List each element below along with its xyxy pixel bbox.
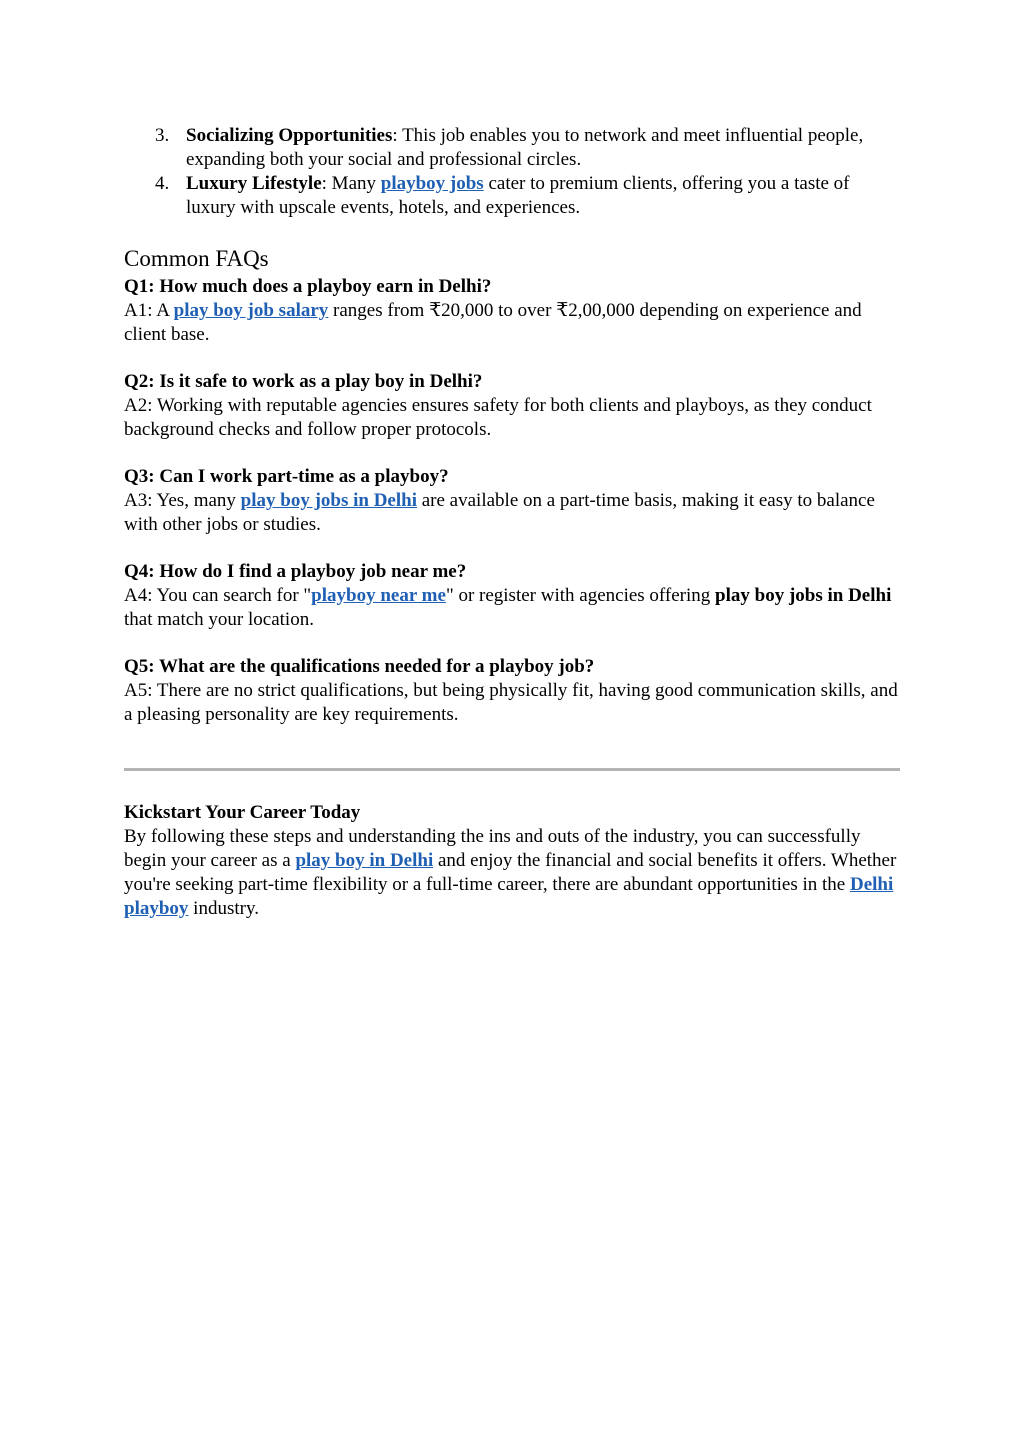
faq-answer: [124, 584, 900, 632]
faq-answer-text: A4: You can search for ": [124, 585, 312, 606]
kickstart-paragraph: [124, 825, 900, 921]
faq-question: Q2: Is it safe to work as a play boy in Delhi?: [124, 371, 483, 392]
faq-answer-text: ranges from ₹20,000 to over ₹2,00,000 depending on experience and client base.: [124, 300, 862, 345]
benefits-list: [124, 124, 900, 220]
list-item-luxury: [124, 172, 900, 220]
play-boy-job-salary-link[interactable]: play boy job salary: [173, 300, 329, 321]
list-number: 3.: [155, 125, 170, 146]
list-item-text: cater to premium clients, offering you a taste of luxury with upscale events, hotels, and experiences.: [186, 173, 850, 218]
faq-answer-text: are available on a part-time basis, making it easy to balance with other jobs or studies.: [124, 490, 875, 535]
faq-answer: A2: Working with reputable agencies ensures safety for both clients and playboys, as they conduct background checks and follow proper protocols.: [124, 395, 872, 440]
list-item-title: Luxury Lifestyle: [186, 173, 322, 194]
faq-question: Q4: How do I find a playboy job near me?: [124, 561, 467, 582]
faq-item-4: [124, 560, 900, 632]
list-item-text: : Many: [321, 173, 381, 194]
faq-item-2: [124, 370, 900, 442]
list-item-text: : This job enables you to network and meet influential people, expanding both your social and professional circles.: [186, 125, 864, 170]
faqs-heading: Common FAQs: [124, 246, 269, 271]
faq-answer: [124, 489, 900, 537]
play-boy-in-delhi-link[interactable]: play boy in Delhi: [295, 850, 434, 871]
faq-answer-text: that match your location.: [124, 609, 314, 630]
faq-item-5: [124, 655, 900, 727]
paragraph-text: and enjoy the financial and social benefits it offers. Whether you're seeking part-time flexibility or a full-time career, there are abundant opportunities in the: [124, 850, 897, 895]
list-number: 4.: [155, 173, 170, 194]
kickstart-section: [124, 801, 900, 921]
faq-question: Q3: Can I work part-time as a playboy?: [124, 466, 449, 487]
faq-answer: A5: There are no strict qualifications, but being physically fit, having good communication skills, and a pleasing personality are key requirements.: [124, 680, 898, 725]
faq-question: Q5: What are the qualifications needed for a playboy job?: [124, 656, 595, 677]
list-item-title: Socializing Opportunities: [186, 125, 393, 146]
paragraph-text: By following these steps and understanding the ins and outs of the industry, you can successfully begin your career as a: [124, 826, 861, 871]
playboy-near-me-link[interactable]: playboy near me: [311, 585, 446, 606]
faq-answer: [124, 299, 900, 347]
paragraph-text: industry.: [188, 898, 259, 919]
faq-item-3: [124, 465, 900, 537]
faq-answer-text: " or register with agencies offering: [445, 585, 716, 606]
kickstart-heading: Kickstart Your Career Today: [124, 802, 361, 823]
delhi-playboy-link[interactable]: Delhi playboy: [124, 874, 894, 919]
playboy-jobs-link[interactable]: playboy jobs: [380, 173, 484, 194]
document-page: [124, 124, 900, 921]
faq-question: Q1: How much does a playboy earn in Delhi?: [124, 276, 492, 297]
play-boy-jobs-in-delhi-link[interactable]: play boy jobs in Delhi: [240, 490, 417, 511]
faq-answer-text: A3: Yes, many: [124, 490, 241, 511]
horizontal-divider: [124, 768, 900, 771]
faq-answer-bold: play boy jobs in Delhi: [715, 585, 892, 606]
faq-item-1: [124, 275, 900, 347]
list-item-socializing: [124, 124, 900, 172]
faq-answer-text: A1: A: [124, 300, 174, 321]
